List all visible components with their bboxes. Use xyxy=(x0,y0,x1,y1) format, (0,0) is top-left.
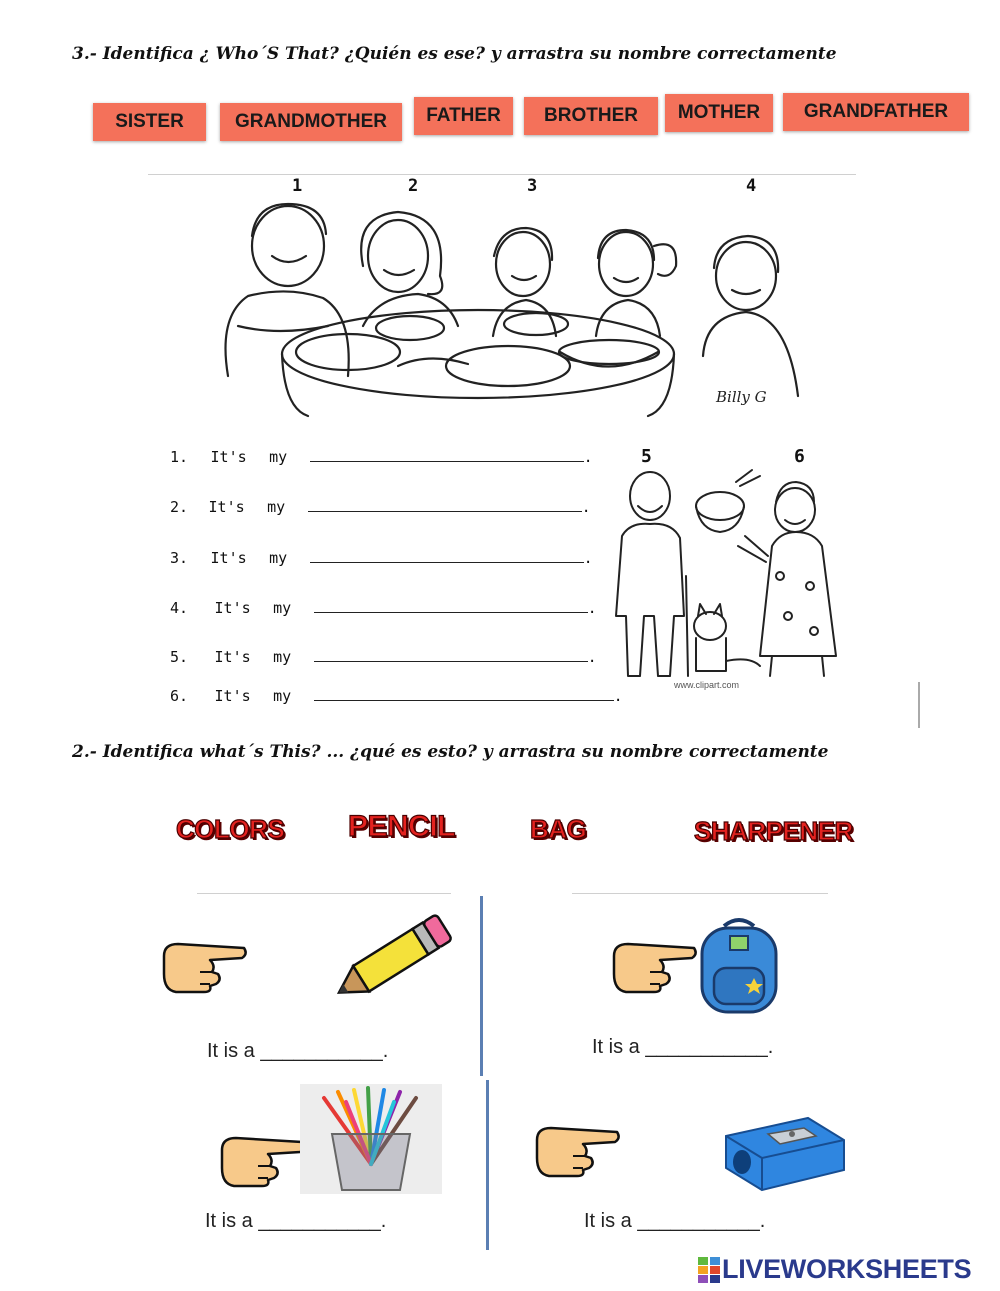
answer-blank[interactable]: ___________. xyxy=(637,1210,766,1232)
line-its: It's xyxy=(210,448,247,466)
line-number: 2. xyxy=(170,498,189,516)
family-dinner-drawing xyxy=(148,176,856,428)
fill-line-2 xyxy=(170,498,591,517)
line-its: It's xyxy=(214,687,251,705)
liveworksheets-logo-icon xyxy=(698,1257,720,1283)
fill-line-5 xyxy=(170,648,597,667)
pencil-icon xyxy=(326,910,460,1010)
liveworksheets-logo[interactable]: LIVEWORKSHEETS xyxy=(722,1254,972,1284)
pointing-hand-icon xyxy=(218,1128,306,1188)
it-is-a-label: It is a xyxy=(584,1210,632,1232)
answer-blank-2[interactable] xyxy=(308,511,582,512)
line-number: 3. xyxy=(170,549,189,567)
sharpener-icon xyxy=(712,1106,850,1198)
pointing-hand-icon xyxy=(160,934,248,994)
line-my: my xyxy=(273,687,292,705)
grandparents-drawing xyxy=(600,466,850,692)
illustration-signature: Billy G xyxy=(716,388,767,406)
line-my: my xyxy=(269,549,288,567)
fill-line-6 xyxy=(170,687,623,706)
backpack-icon xyxy=(694,912,784,1016)
line-my: my xyxy=(269,448,288,466)
line-period: . xyxy=(581,498,591,516)
grid-divider-bottom xyxy=(486,1080,489,1250)
word-bag[interactable]: BAG xyxy=(530,814,587,844)
tile-mother[interactable]: MOTHER xyxy=(665,94,773,132)
line-its: It's xyxy=(214,648,251,666)
word-colors[interactable]: COLORS xyxy=(176,814,285,844)
pointing-hand-icon xyxy=(533,1118,621,1178)
section1-heading: 3.- Identifica ¿ Who´S That? ¿Quién es ese? y arrastra su nombre correctamente xyxy=(72,44,837,64)
fill-line-3 xyxy=(170,549,593,568)
grid-top-rule-left xyxy=(197,893,451,894)
edge-mark xyxy=(918,682,920,728)
line-its: It's xyxy=(210,549,247,567)
grandparents-illustration xyxy=(600,466,850,692)
it-is-a-label: It is a xyxy=(207,1040,255,1062)
grid-top-rule-right xyxy=(572,893,828,894)
answer-line-bag[interactable] xyxy=(592,1036,773,1059)
answer-line-pencil[interactable] xyxy=(207,1040,388,1063)
line-period: . xyxy=(587,599,597,617)
line-number: 1. xyxy=(170,448,189,466)
figure-number-2: 2 xyxy=(408,176,419,196)
line-number: 5. xyxy=(170,648,189,666)
line-number: 4. xyxy=(170,599,189,617)
answer-line-sharpener[interactable] xyxy=(584,1210,765,1233)
answer-blank-1[interactable] xyxy=(310,461,584,462)
line-period: . xyxy=(583,549,593,567)
line-its: It's xyxy=(208,498,245,516)
colored-pencils-icon xyxy=(300,1084,442,1194)
answer-blank-6[interactable] xyxy=(314,700,614,701)
line-my: my xyxy=(267,498,286,516)
figure-number-5: 5 xyxy=(641,446,652,467)
line-its: It's xyxy=(214,599,251,617)
answer-blank-3[interactable] xyxy=(310,562,584,563)
answer-blank-5[interactable] xyxy=(314,661,588,662)
figure-number-1: 1 xyxy=(292,176,303,196)
tile-sister[interactable]: SISTER xyxy=(93,103,206,141)
section2-heading: 2.- Identifica what´s This? ... ¿qué es esto? y arrastra su nombre correctamente xyxy=(72,742,829,762)
figure-number-4: 4 xyxy=(746,176,757,196)
tile-grandmother[interactable]: GRANDMOTHER xyxy=(220,103,402,141)
it-is-a-label: It is a xyxy=(205,1210,253,1232)
family-dinner-illustration xyxy=(148,176,856,428)
illustration-top-rule xyxy=(148,174,856,175)
figure-number-6: 6 xyxy=(794,446,805,467)
line-period: . xyxy=(587,648,597,666)
clipart-credit: www.clipart.com xyxy=(674,680,740,690)
line-my: my xyxy=(273,648,292,666)
pointing-hand-icon xyxy=(610,934,698,994)
line-period: . xyxy=(613,687,623,705)
line-number: 6. xyxy=(170,687,189,705)
line-period: . xyxy=(583,448,593,466)
figure-number-3: 3 xyxy=(527,176,538,196)
word-sharpener[interactable]: SHARPENER xyxy=(694,816,853,846)
line-my: my xyxy=(273,599,292,617)
tile-brother[interactable]: BROTHER xyxy=(524,97,658,135)
answer-blank-4[interactable] xyxy=(314,612,588,613)
answer-blank[interactable]: ___________. xyxy=(260,1040,389,1062)
answer-blank[interactable]: ___________. xyxy=(645,1036,774,1058)
tile-father[interactable]: FATHER xyxy=(414,97,513,135)
fill-line-1 xyxy=(170,448,593,467)
tile-grandfather[interactable]: GRANDFATHER xyxy=(783,93,969,131)
answer-line-colors[interactable] xyxy=(205,1210,386,1233)
fill-line-4 xyxy=(170,599,597,618)
grid-divider-top xyxy=(480,896,483,1076)
answer-blank[interactable]: ___________. xyxy=(258,1210,387,1232)
it-is-a-label: It is a xyxy=(592,1036,640,1058)
word-pencil[interactable]: PENCIL xyxy=(348,810,456,843)
